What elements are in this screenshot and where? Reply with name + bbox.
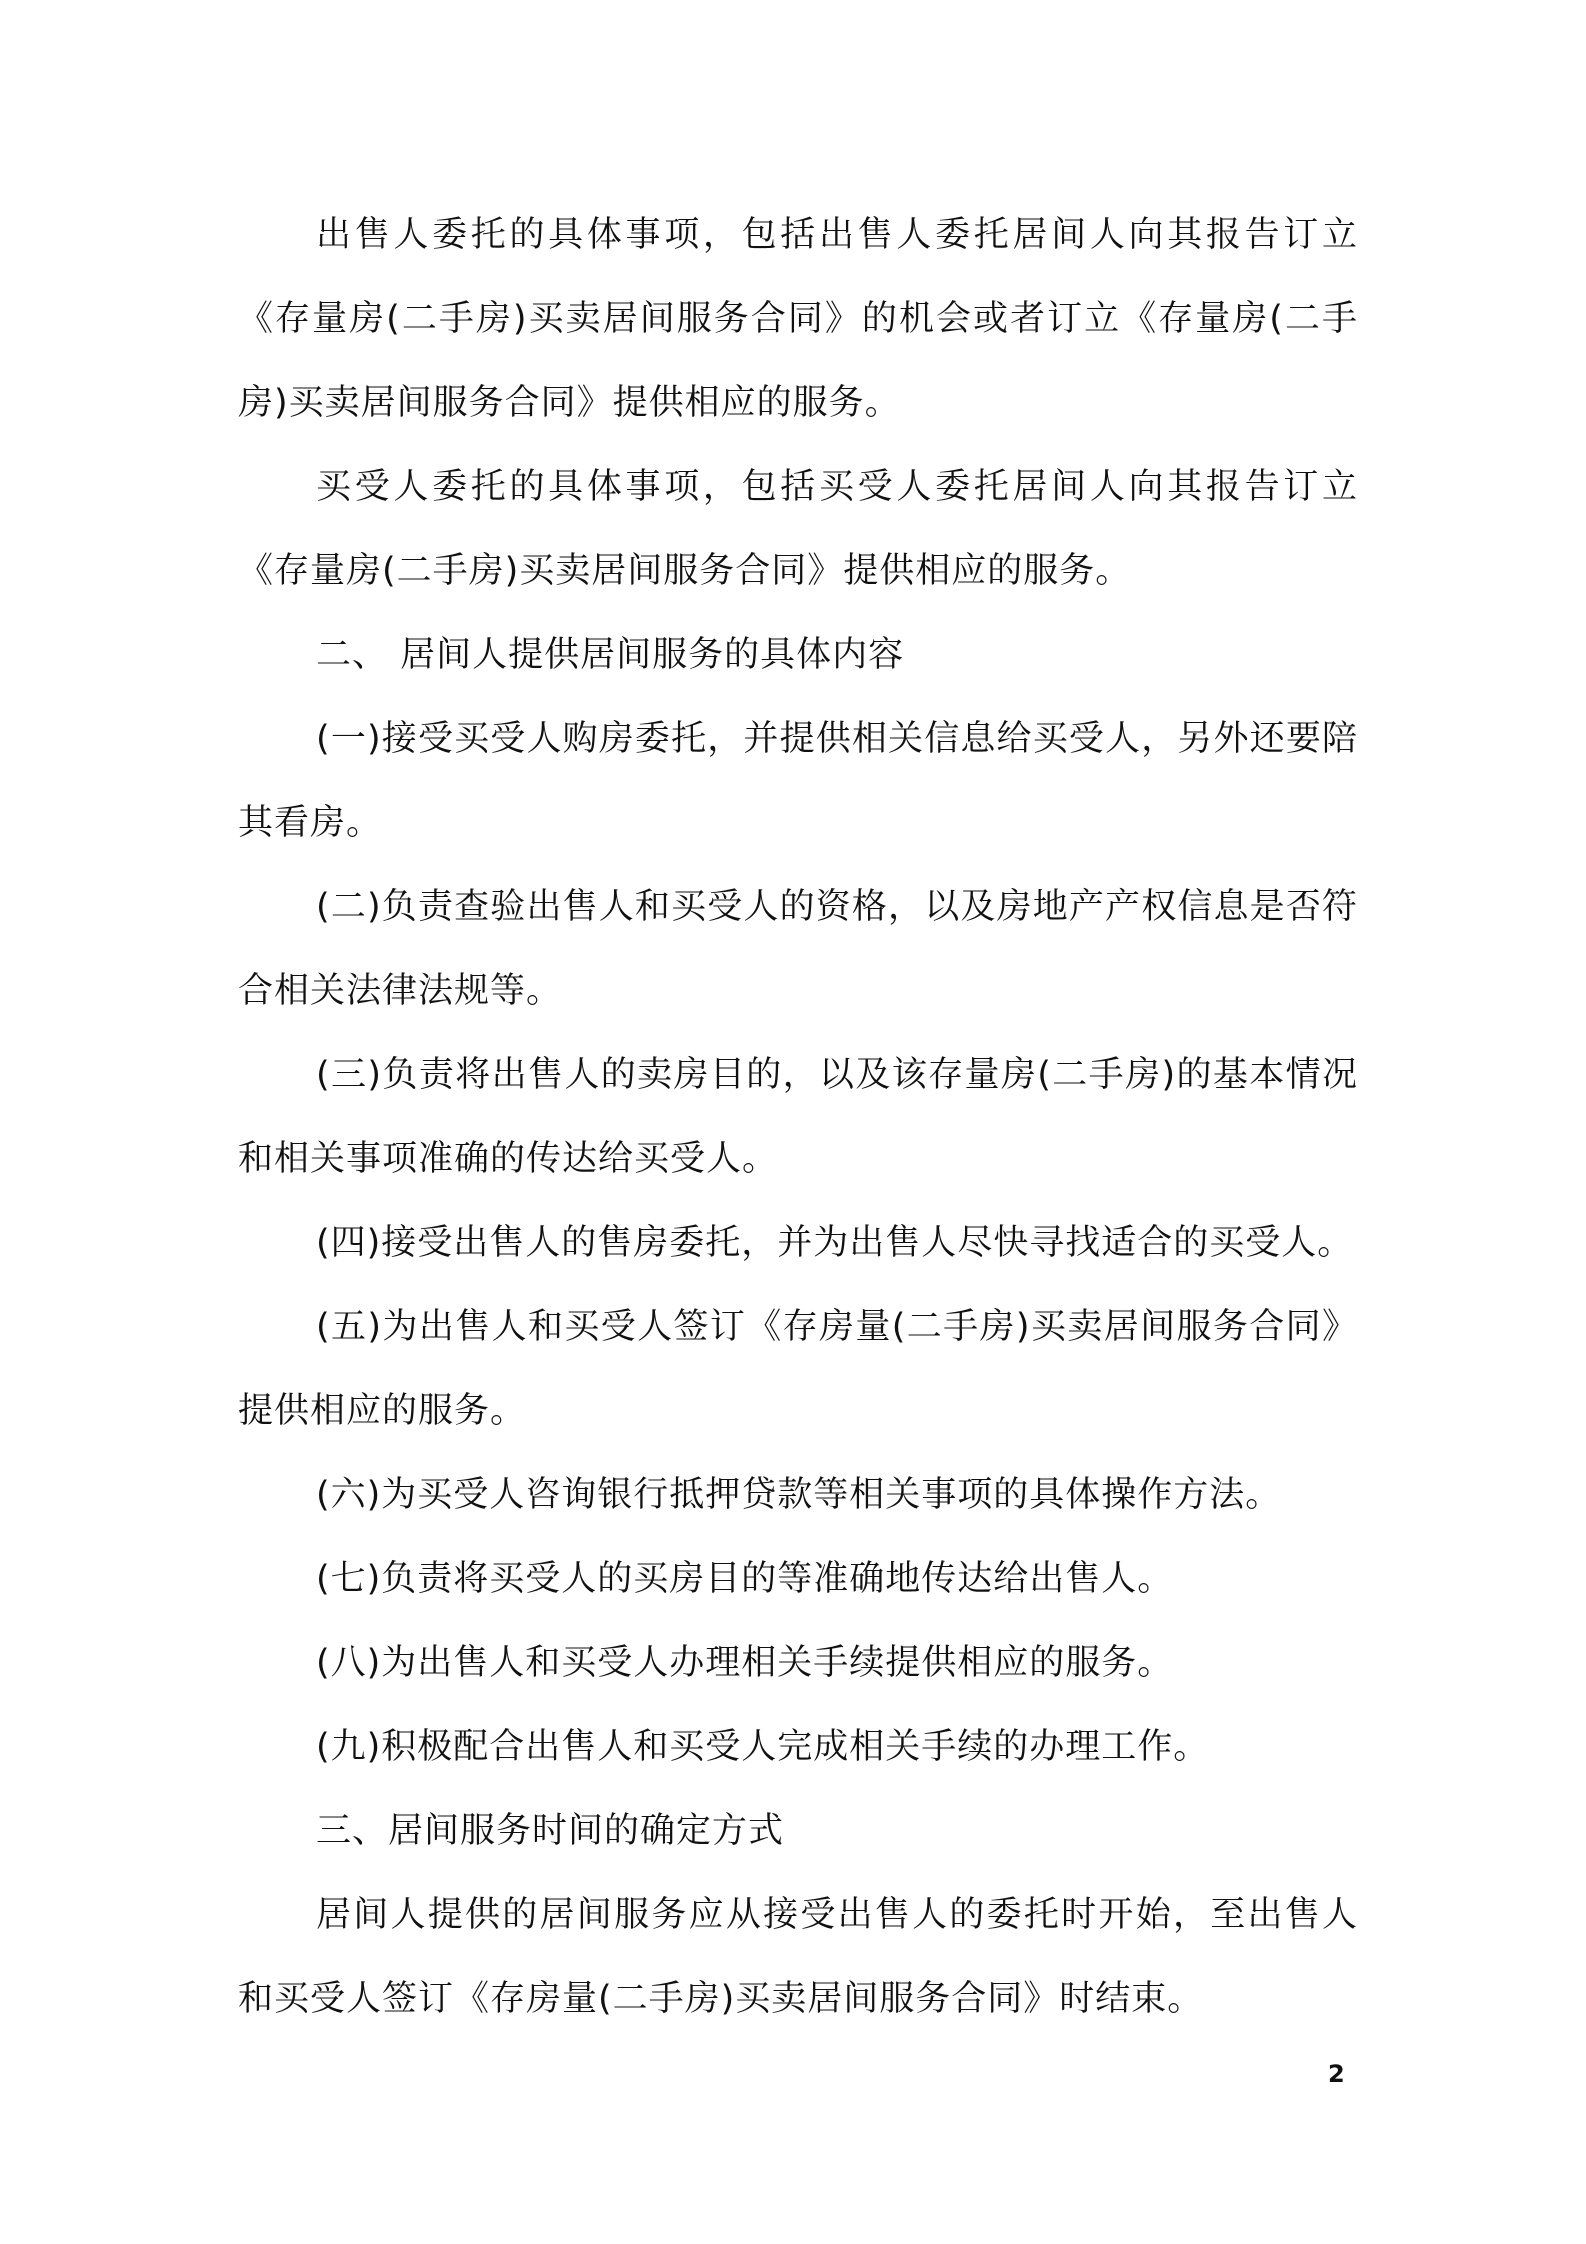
list-item-4: (四)接受出售人的售房委托，并为出售人尽快寻找适合的买受人。 (316, 1223, 1354, 1263)
paragraph-buyer-entrustment: 买受人委托的具体事项，包括买受人委托居间人向其报告订立《存量房(二手房)买卖居间服务合同》提供相应的服务。 (238, 467, 1358, 591)
page-number: 2 (1328, 2060, 1345, 2088)
list-item-7: (七)负责将买受人的买房目的等准确地传达给出售人。 (316, 1559, 1174, 1599)
paragraph-service-time: 居间人提供的居间服务应从接受出售人的委托时开始，至出售人和买受人签订《存房量(二手房)买卖居间服务合同》时结束。 (238, 1895, 1358, 2019)
list-item-3: (三)负责将出售人的卖房目的，以及该存量房(二手房)的基本情况和相关事项准确的传达给买受人。 (238, 1055, 1358, 1179)
list-item-9: (九)积极配合出售人和买受人完成相关手续的办理工作。 (316, 1727, 1210, 1767)
list-item-6: (六)为买受人咨询银行抵押贷款等相关事项的具体操作方法。 (316, 1475, 1282, 1515)
list-item-2: (二)负责查验出售人和买受人的资格，以及房地产产权信息是否符合相关法律法规等。 (238, 887, 1358, 1011)
list-item-1: (一)接受买受人购房委托，并提供相关信息给买受人，另外还要陪其看房。 (238, 719, 1358, 843)
paragraph-seller-entrustment: 出售人委托的具体事项，包括出售人委托居间人向其报告订立《存量房(二手房)买卖居间服务合同》的机会或者订立《存量房(二手房)买卖居间服务合同》提供相应的服务。 (238, 215, 1358, 423)
section-heading-3: 三、居间服务时间的确定方式 (316, 1811, 785, 1851)
section-heading-2: 二、 居间人提供居间服务的具体内容 (316, 635, 905, 675)
list-item-5: (五)为出售人和买受人签订《存房量(二手房)买卖居间服务合同》提供相应的服务。 (238, 1307, 1358, 1431)
list-item-8: (八)为出售人和买受人办理相关手续提供相应的服务。 (316, 1643, 1174, 1683)
document-body (238, 193, 1358, 2041)
